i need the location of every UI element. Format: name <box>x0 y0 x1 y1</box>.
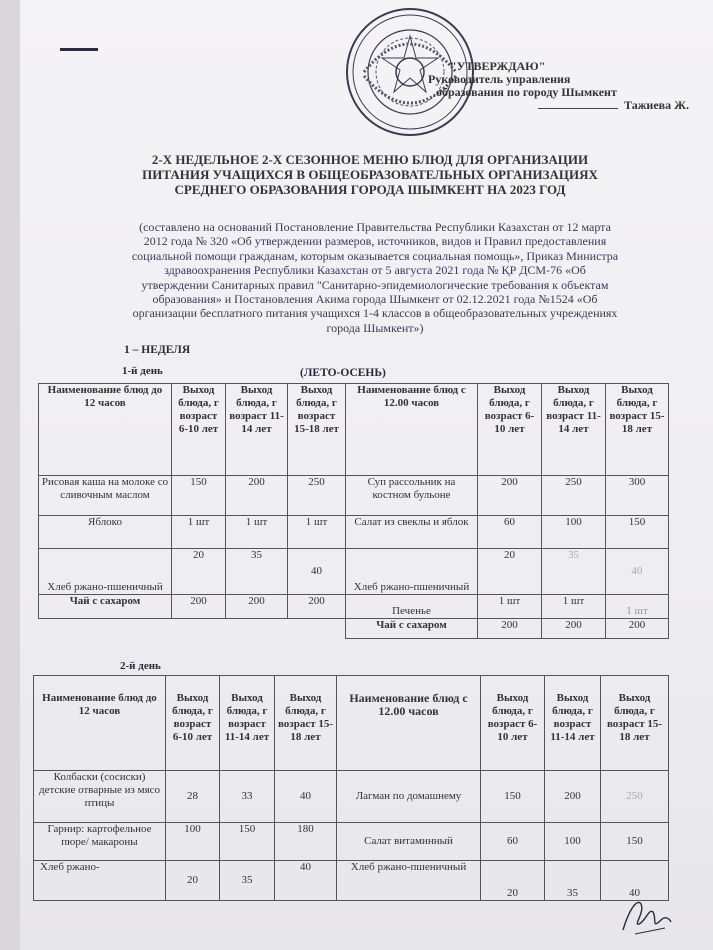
table-cell: 35 <box>226 549 288 595</box>
header-cell: Выход блюда, г возраст 15-18 лет <box>601 676 669 771</box>
table-cell <box>226 619 288 639</box>
table-cell: 40 <box>275 861 337 901</box>
table-cell: 1 шт <box>478 595 542 619</box>
table-cell: 250 <box>601 771 669 823</box>
table-cell: 300 <box>606 476 669 516</box>
table-cell <box>288 619 346 639</box>
table-cell: 60 <box>481 823 545 861</box>
table-cell: 1 шт <box>172 516 226 549</box>
table-cell: 200 <box>478 476 542 516</box>
table-cell: 200 <box>226 476 288 516</box>
table-cell: 100 <box>542 516 606 549</box>
table-header-row <box>39 384 669 476</box>
table-cell: 60 <box>478 516 542 549</box>
table-cell: 1 шт <box>226 516 288 549</box>
table-cell: Чай с сахаром <box>346 619 478 639</box>
table-cell: 33 <box>220 771 275 823</box>
signature-line <box>538 108 618 109</box>
table-cell: 200 <box>226 595 288 619</box>
week-label: 1 – НЕДЕЛЯ <box>124 344 191 356</box>
table-cell: 20 <box>481 861 545 901</box>
table-cell: Салат из свеклы и яблок <box>346 516 478 549</box>
approval-signatory <box>428 99 689 112</box>
table-cell: 40 <box>275 771 337 823</box>
header-cell: Выход блюда, г возраст 11-14 лет <box>226 384 288 476</box>
approval-department: образования по городу Шымкент <box>436 85 617 99</box>
table-row <box>34 771 669 823</box>
table-cell: Суп рассольник на костном бульоне <box>346 476 478 516</box>
table-cell: 1 шт <box>606 595 669 619</box>
table-cell: 150 <box>220 823 275 861</box>
table-cell: 1 шт <box>542 595 606 619</box>
header-cell: Выход блюда, г возраст 6-10 лет <box>166 676 220 771</box>
header-cell: Наименование блюд до 12 часов <box>39 384 172 476</box>
table-cell: Салат витаминный <box>337 823 481 861</box>
table-cell: 180 <box>275 823 337 861</box>
table-cell: 150 <box>172 476 226 516</box>
table-cell <box>39 619 172 639</box>
table-cell <box>172 619 226 639</box>
table-row <box>34 861 669 901</box>
table-cell: 200 <box>172 595 226 619</box>
header-cell: Выход блюда, г возраст 11-14 лет <box>542 384 606 476</box>
table-row <box>39 595 669 619</box>
signatory-name: Тажиева Ж. <box>624 98 689 112</box>
table-cell: 1 шт <box>288 516 346 549</box>
table-cell: Гарнир: картофельное пюре/ макароны <box>34 823 166 861</box>
header-cell: Выход блюда, г возраст 15-18 лет <box>275 676 337 771</box>
table-cell: Хлеб ржано-пшеничный <box>39 549 172 595</box>
table-cell: 40 <box>606 549 669 595</box>
header-cell: Выход блюда, г возраст 15-18 лет <box>606 384 669 476</box>
approval-heading: "УТВЕРЖДАЮ" <box>450 59 546 73</box>
table-cell: Печенье <box>346 595 478 619</box>
table-cell: 200 <box>478 619 542 639</box>
table-cell: 20 <box>166 861 220 901</box>
table-row <box>39 516 669 549</box>
day2-label: 2-й день <box>120 660 161 672</box>
header-cell: Выход блюда, г возраст 6-10 лет <box>478 384 542 476</box>
header-cell: Наименование блюд до 12 часов <box>34 676 166 771</box>
table-cell: 20 <box>478 549 542 595</box>
top-dash <box>60 48 98 51</box>
header-cell: Выход блюда, г возраст 11-14 лет <box>220 676 275 771</box>
day1-label: 1-й день <box>122 365 163 377</box>
table-cell: 250 <box>542 476 606 516</box>
table-cell: 150 <box>601 823 669 861</box>
table-cell: Лагман по домашнему <box>337 771 481 823</box>
approval-position: Руководитель управления <box>428 72 571 86</box>
table-cell: 35 <box>220 861 275 901</box>
table-cell: Хлеб ржано-пшеничный <box>337 861 481 901</box>
table-row <box>39 549 669 595</box>
table-row <box>39 476 669 516</box>
table-header-row <box>34 676 669 771</box>
header-cell: Выход блюда, г возраст 6-10 лет <box>481 676 545 771</box>
day1-menu-table <box>38 383 669 639</box>
table-cell: Хлеб ржано- <box>34 861 166 901</box>
table-cell: 40 <box>288 549 346 595</box>
table-cell: 28 <box>166 771 220 823</box>
header-cell: Выход блюда, г возраст 11-14 лет <box>545 676 601 771</box>
table-cell: Рисовая каша на молоке со сливочным маслом <box>39 476 172 516</box>
header-cell: Выход блюда, г возраст 15-18 лет <box>288 384 346 476</box>
approval-block <box>428 60 689 112</box>
header-cell: Наименование блюд с 12.00 часов <box>346 384 478 476</box>
season-label: (ЛЕТО-ОСЕНЬ) <box>300 367 386 379</box>
header-cell: Выход блюда, г возраст 6-10 лет <box>172 384 226 476</box>
table-cell: 150 <box>481 771 545 823</box>
table-cell: 100 <box>166 823 220 861</box>
table-cell: Яблоко <box>39 516 172 549</box>
table-cell: 200 <box>542 619 606 639</box>
table-cell: 200 <box>545 771 601 823</box>
table-cell: 200 <box>606 619 669 639</box>
table-cell: Чай с сахаром <box>39 595 172 619</box>
table-cell: 40 <box>601 861 669 901</box>
legal-basis: (составлено на оснований Постановление Правительства Республики Казахстан от 12 марта 2012 года № 320 «Об утверждении размеров, источников, видов и Правил предоставления социальной помощи гражданам, которым оказывается социальная помощь», Приказ Министра здравоохранения Республики Казахстан от 5 августа 2021 года № ҚР ДСМ-76 «Об утверждении Санитарных правил "Санитарно-эпидемиологические требования к объектам образования» и Постановления Акима города Шымкент от 02.12.2021 года №1524 «Об организации бесплатного питания учащихся 1-4 классов в общеобразовательных учреждениях города Шымкент») <box>131 220 619 335</box>
table-row <box>39 619 669 639</box>
table-cell: 35 <box>545 861 601 901</box>
table-cell: 20 <box>172 549 226 595</box>
day2-menu-table <box>33 675 669 901</box>
header-cell: Наименование блюд с 12.00 часов <box>337 676 481 771</box>
signature-icon <box>615 890 675 940</box>
table-cell: Колбаски (сосиски) детские отварные из мясо птицы <box>34 771 166 823</box>
table-row <box>34 823 669 861</box>
table-cell: 150 <box>606 516 669 549</box>
table-cell: 200 <box>288 595 346 619</box>
table-cell: Хлеб ржано-пшеничный <box>346 549 478 595</box>
table-cell: 250 <box>288 476 346 516</box>
document-title: 2-Х НЕДЕЛЬНОЕ 2-Х СЕЗОННОЕ МЕНЮ БЛЮД ДЛЯ ОРГАНИЗАЦИИ ПИТАНИЯ УЧАЩИХСЯ В ОБЩЕОБРАЗОВАТЕЛЬНЫХ ОРГАНИЗАЦИЯХ СРЕДНЕГО ОБРАЗОВАНИЯ ГОРОДА ШЫМКЕНТ НА 2023 ГОД <box>142 152 598 197</box>
table-cell: 35 <box>542 549 606 595</box>
table-cell: 100 <box>545 823 601 861</box>
